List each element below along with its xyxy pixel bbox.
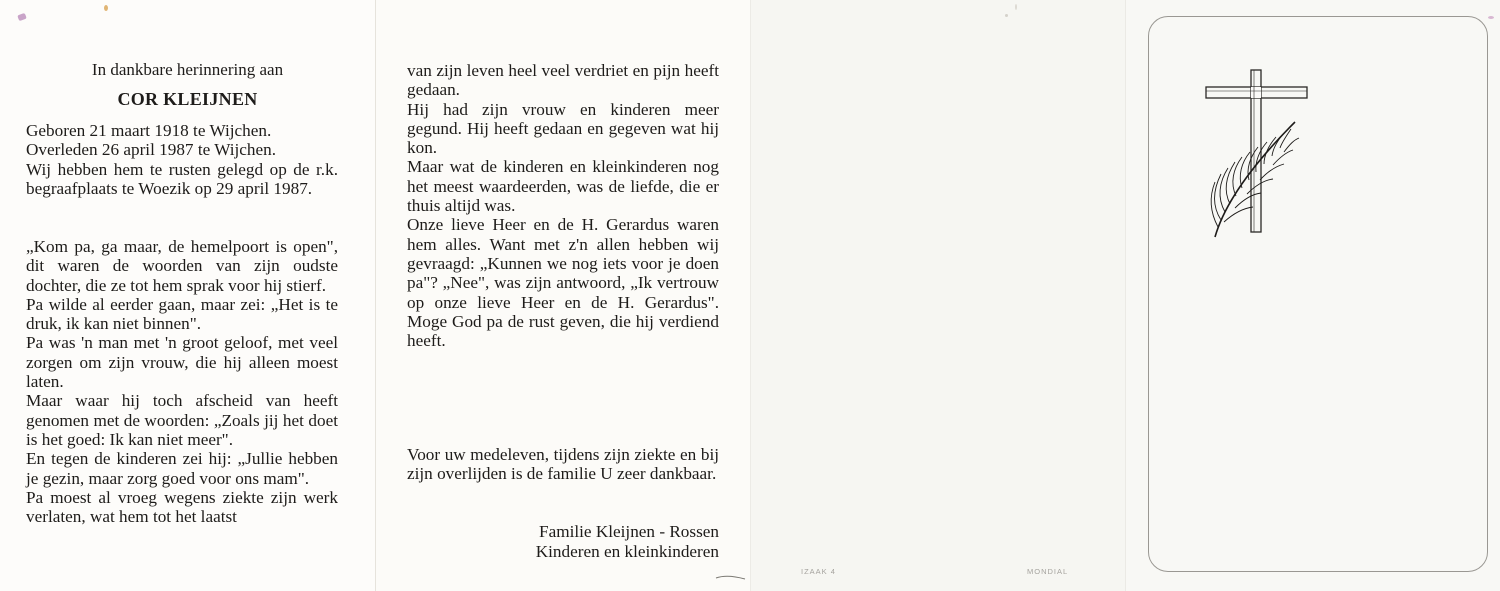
birth-line: Geboren 21 maart 1918 te Wijchen. <box>26 121 272 140</box>
family-members: Kinderen en kleinkinderen <box>535 541 719 561</box>
memoir-paragraph: Maar waar hij toch afscheid van heeft genomen met de woorden: „Zoals jij het doet is het goed: Ik kan niet meer". <box>26 391 338 449</box>
card-inner-right <box>375 0 750 591</box>
memoir-paragraph: Pa wilde al eerder gaan, maar zei: „Het is te druk, ik kan niet binnen". <box>26 294 338 334</box>
signoff-block <box>419 522 719 561</box>
death-line: Overleden 26 april 1987 te Wijchen. <box>26 140 277 160</box>
memoir-paragraph: Pa was 'n man met 'n groot geloof, met veel zorgen om zijn vrouw, die hij alleen moest laten. <box>26 333 338 392</box>
memoir-paragraph: En tegen de kinderen zei hij: „Jullie hebben je gezin, maar zorg goed voor ons mam". <box>26 449 338 488</box>
fold-line <box>375 0 376 591</box>
memoir-block <box>26 237 338 526</box>
memoir-paragraph: Pa moest al vroeg wegens ziekte zijn werk verlaten, wat hem tot het laatst <box>26 487 338 527</box>
fold-line <box>750 0 751 591</box>
ink-stain <box>1488 16 1494 19</box>
fold-line <box>1125 0 1126 591</box>
continuation-paragraph: Maar wat de kinderen en kleinkinderen nog het meest waardeerden, was de liefde, die er thuis altijd was. <box>407 157 719 216</box>
printer-code: IZAAK 4 <box>801 567 836 576</box>
ink-smudge <box>715 573 747 581</box>
facts-block <box>26 121 338 198</box>
deceased-name: COR KLEIJNEN <box>117 89 258 109</box>
memoir-paragraph: „Kom pa, ga maar, de hemelpoort is open", dit waren de woorden van zijn oudste dochter, die ze tot hem sprak voor hij stierf. <box>26 237 338 295</box>
ink-stain <box>104 5 108 11</box>
continuation-paragraph: van zijn leven heel veel verdriet en pijn heeft gedaan. <box>407 61 719 100</box>
paper-speck <box>1005 14 1008 17</box>
continuation-block <box>407 61 719 350</box>
continuation-paragraph: Onze lieve Heer en de H. Gerardus waren hem alles. Want met z'n allen hebben wij gevraagd: „Kunnen we nog iets voor je doen pa"? „Nee", was zijn antwoord, „Ik vertrouw op onze lieve Heer en de H. Gerardus". Moge God pa de rust geven, die hij verdiend heeft. <box>407 215 719 351</box>
card-inner-left <box>0 0 375 591</box>
paper-speck <box>1015 4 1017 10</box>
cross-palm-icon <box>1195 62 1320 247</box>
thanks-text: Voor uw medeleven, tijdens zijn ziekte en bij zijn overlijden is de familie U zeer dankbaar. <box>407 445 719 484</box>
intro-heading: In dankbare herinnering aan <box>91 60 284 79</box>
continuation-paragraph: Hij had zijn vrouw en kinderen meer gegund. Hij heeft gedaan en gegeven wat hij kon. <box>407 99 719 158</box>
printer-name: MONDIAL <box>1027 567 1069 576</box>
burial-line: Wij hebben hem te rusten gelegd op de r.k. begraafplaats te Woezik op 29 april 1987. <box>26 159 338 198</box>
card-back <box>750 0 1125 591</box>
family-name: Familie Kleijnen - Rossen <box>539 522 719 541</box>
